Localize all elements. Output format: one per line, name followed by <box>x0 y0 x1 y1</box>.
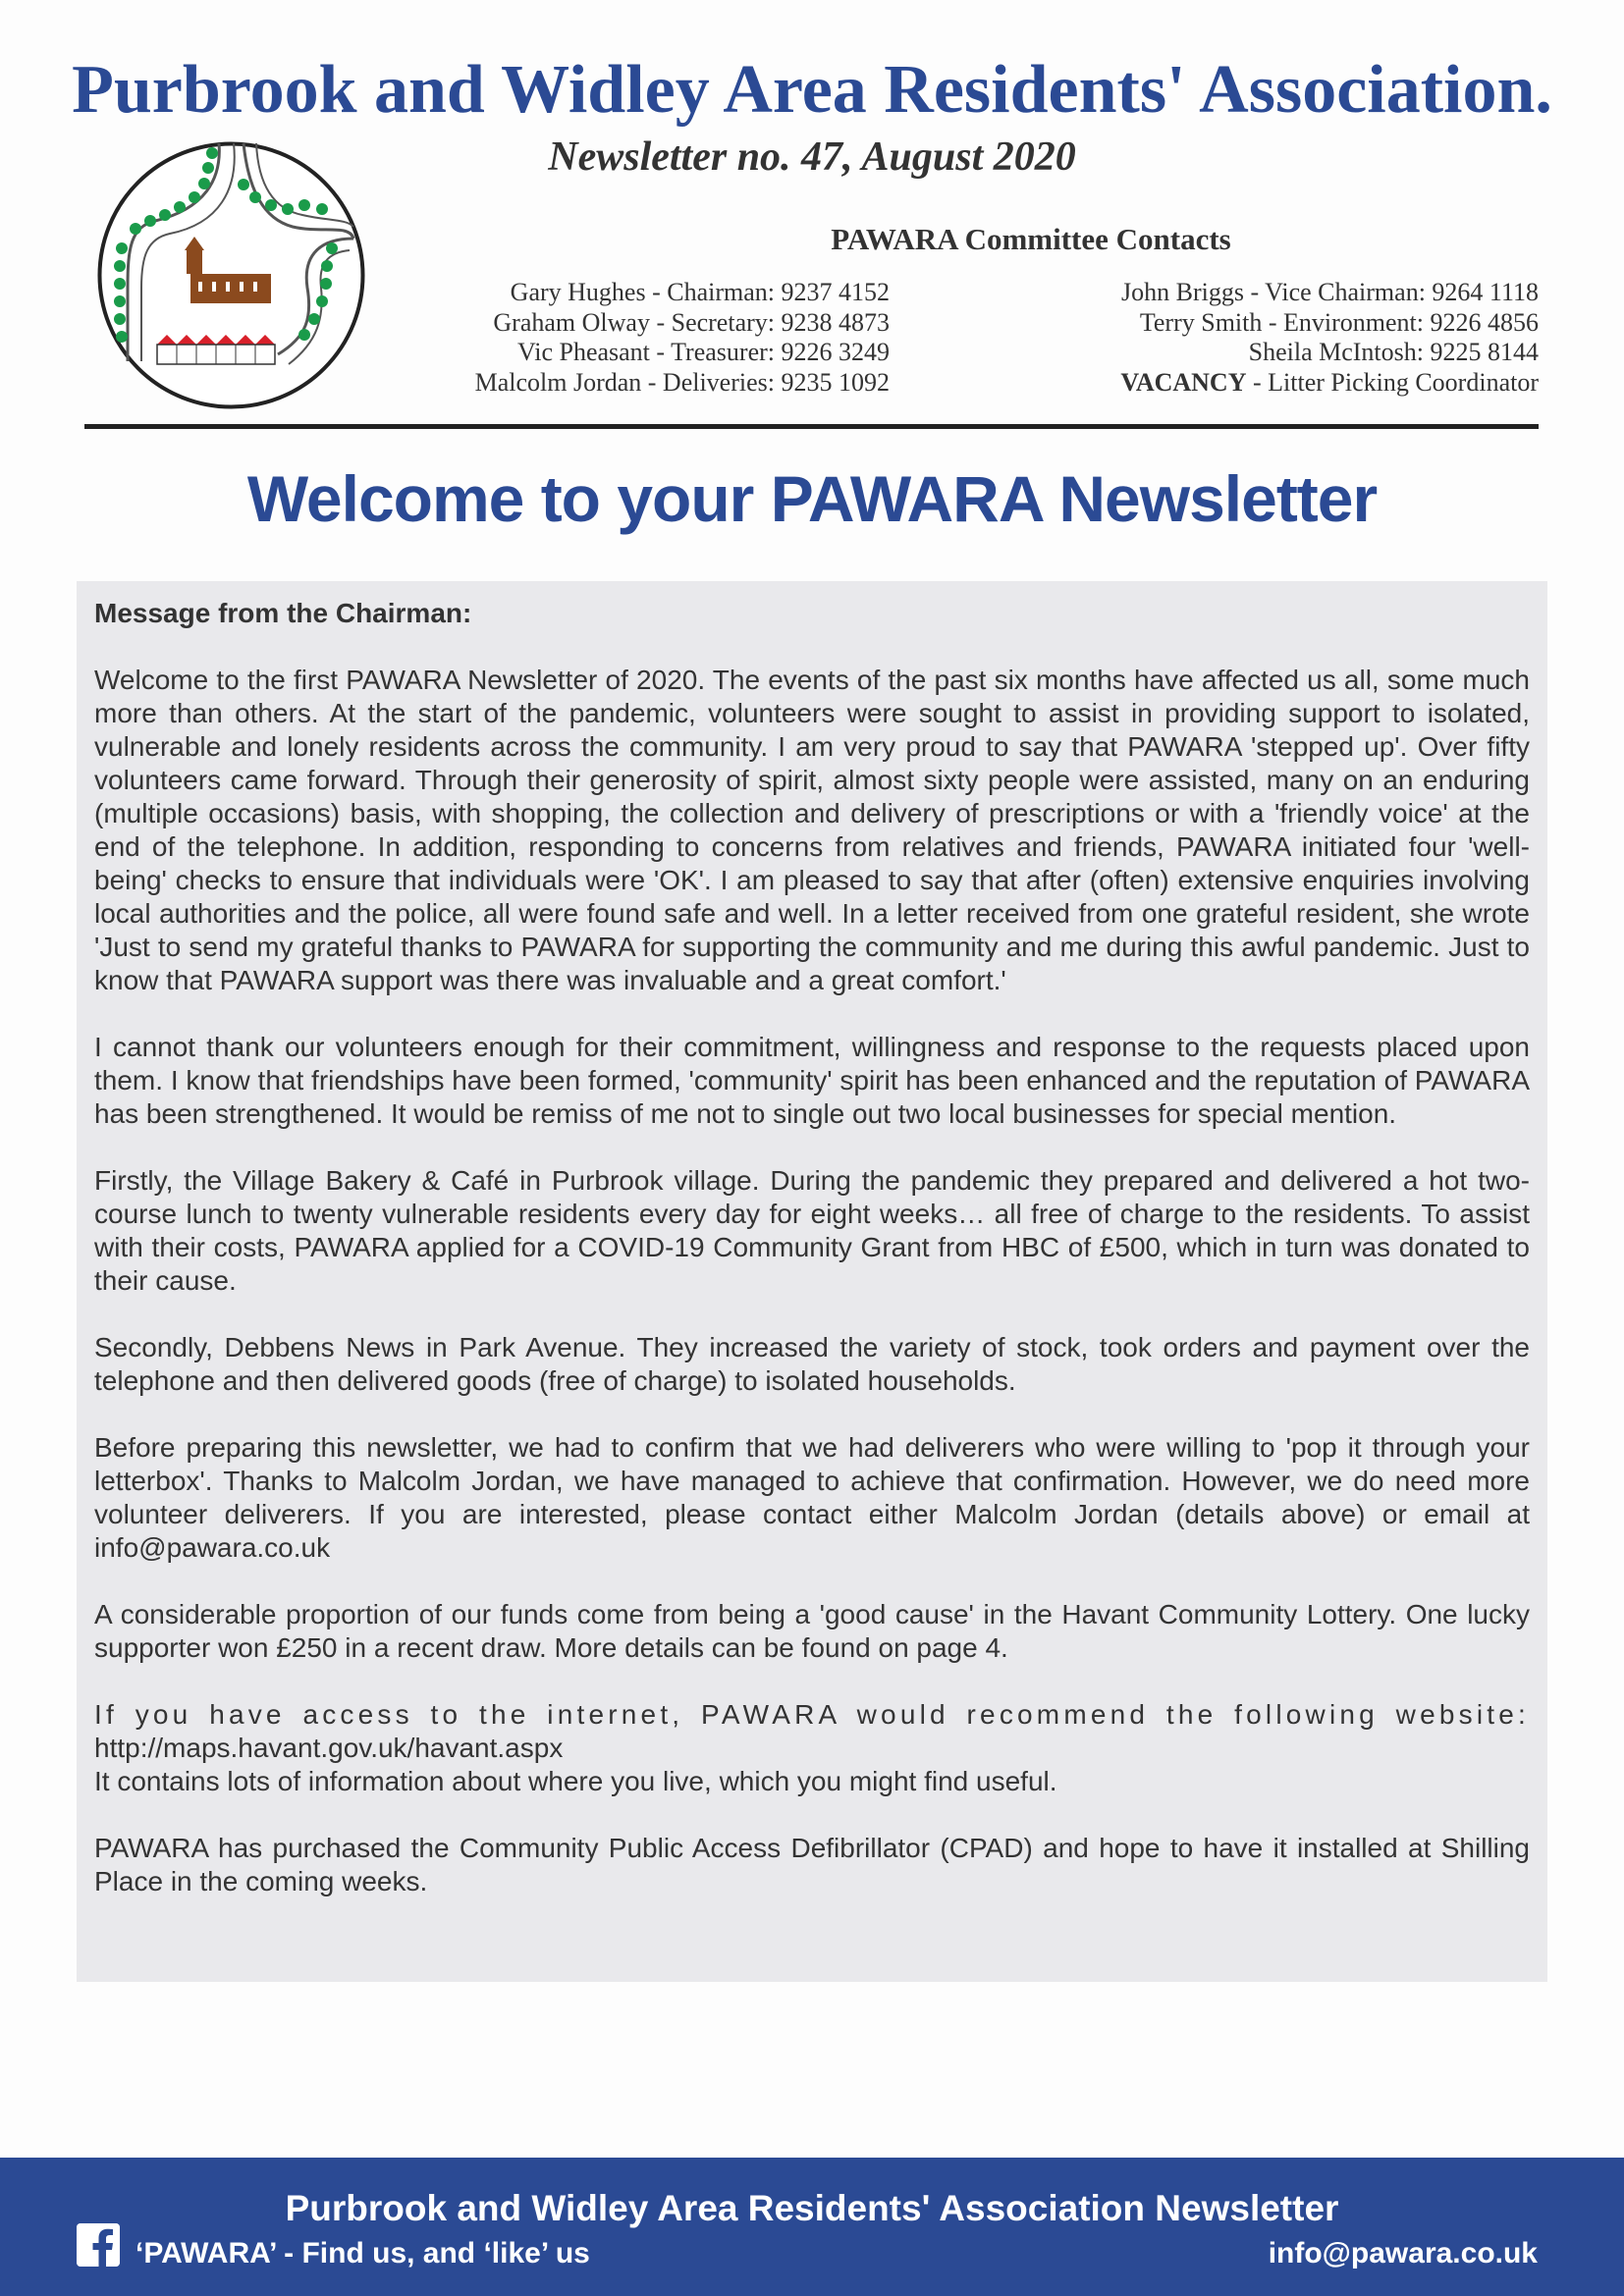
contact-chairman: Gary Hughes - Chairman: 9237 4152 <box>510 278 890 306</box>
contact-vice-chairman: John Briggs - Vice Chairman: 9264 1118 <box>1121 278 1539 306</box>
contact-member: Sheila McIntosh: 9225 8144 <box>1248 338 1539 366</box>
internet-line: If you have access to the internet, PAWARA would recommend the following website: <box>94 1699 1530 1730</box>
welcome-title: Welcome to your PAWARA Newsletter <box>246 462 1378 535</box>
message-paragraph: Welcome to the first PAWARA Newsletter of 2020. The events of the past six months have affected us all, some much more than others. At the start of the pandemic, volunteers were sought to assist in providing support to isolated, vulnerable and lonely residents across the community. I am very proud to say that PAWARA 'stepped up'. Over fifty volunteers came forward. Through their generosity of spirit, almost sixty people were assisted, many on an enduring (multiple occasions) basis, with shopping, the collection and delivery of prescriptions or with a 'friendly voice' at the end of the telephone. In addition, responding to concerns from relatives and friends, PAWARA initiated four 'well-being' checks to ensure that individuals were 'OK'. I am pleased to say that after (often) extensive enquiries involving local authorities and the police, all were found safe and well. In a letter received from one grateful resident, she wrote 'Just to send my grateful thanks to PAWARA for supporting the community and me during this awful pandemic. Just to know that PAWARA support was there was invaluable and a great comfort.' <box>94 665 1530 995</box>
message-paragraph: PAWARA has purchased the Community Public Access Defibrillator (CPAD) and hope to have it installed at Shilling Place in the coming weeks. <box>94 1833 1530 1896</box>
website-link[interactable]: http://maps.havant.gov.uk/havant.aspx <box>94 1733 564 1763</box>
contacts-heading: PAWARA Committee Contacts <box>831 222 1231 256</box>
message-paragraph: Before preparing this newsletter, we had to confirm that we had deliverers who were willing to 'pop it through your letterbox'. Thanks to Malcolm Jordan, we have managed to achieve that confirmation. However, we do need more volunteer deliverers. If you are interested, please contact either Malcolm Jordan (details above) or email at info@pawara.co.uk <box>94 1432 1530 1563</box>
footer-bar <box>0 2158 1624 2296</box>
internet-paragraph <box>94 1698 1530 1798</box>
contact-environment: Terry Smith - Environment: 9226 4856 <box>1139 307 1539 337</box>
message-paragraph: A considerable proportion of our funds come from being a 'good cause' in the Havant Community Lottery. One lucky supporter won £250 in a recent draw. More details can be found on page 4. <box>94 1599 1530 1663</box>
message-paragraph: Secondly, Debbens News in Park Avenue. They increased the variety of stock, took orders and payment over the telephone and then delivered goods (free of charge) to isolated households. <box>94 1332 1530 1396</box>
contacts-right-column <box>1048 278 1539 398</box>
newsletter-issue: Newsletter no. 47, August 2020 <box>548 134 1076 180</box>
footer-email[interactable]: info@pawara.co.uk <box>1268 2237 1538 2269</box>
contact-vacancy <box>1048 368 1539 399</box>
contacts-left-column <box>399 278 890 398</box>
pawara-logo <box>96 140 366 410</box>
chairman-message-panel <box>77 581 1547 1982</box>
org-title: Purbrook and Widley Area Residents' Association. <box>72 52 1552 128</box>
facebook-icon[interactable] <box>77 2223 120 2267</box>
internet-note: It contains lots of information about where you live, which you might find useful. <box>94 1766 1057 1796</box>
vacancy-label: VACANCY <box>1120 367 1247 397</box>
vacancy-role: - Litter Picking Coordinator <box>1246 367 1539 397</box>
message-paragraph: I cannot thank our volunteers enough for their commitment, willingness and response to the requests placed upon them. I know that friendships have been formed, 'community' spirit has been enhanced and the reputation of PAWARA has been strengthened. It would be remiss of me not to single out two local businesses for special mention. <box>94 1032 1530 1129</box>
contact-deliveries: Malcolm Jordan - Deliveries: 9235 1092 <box>474 367 890 397</box>
contact-secretary: Graham Olway - Secretary: 9238 4873 <box>493 307 890 337</box>
footer-title: Purbrook and Widley Area Residents' Association Newsletter <box>285 2188 1339 2228</box>
message-heading: Message from the Chairman: <box>94 598 472 628</box>
facebook-label[interactable]: ‘PAWARA’ - Find us, and ‘like’ us <box>135 2237 590 2269</box>
message-paragraph: Firstly, the Village Bakery & Café in Purbrook village. During the pandemic they prepared and delivered a hot two-course lunch to twenty vulnerable residents every day for eight weeks… all free of charge to the residents. To assist with their costs, PAWARA applied for a COVID-19 Community Grant from HBC of £500, which in turn was donated to their cause. <box>94 1165 1530 1296</box>
contact-treasurer: Vic Pheasant - Treasurer: 9226 3249 <box>517 338 890 366</box>
header-divider <box>84 424 1539 429</box>
